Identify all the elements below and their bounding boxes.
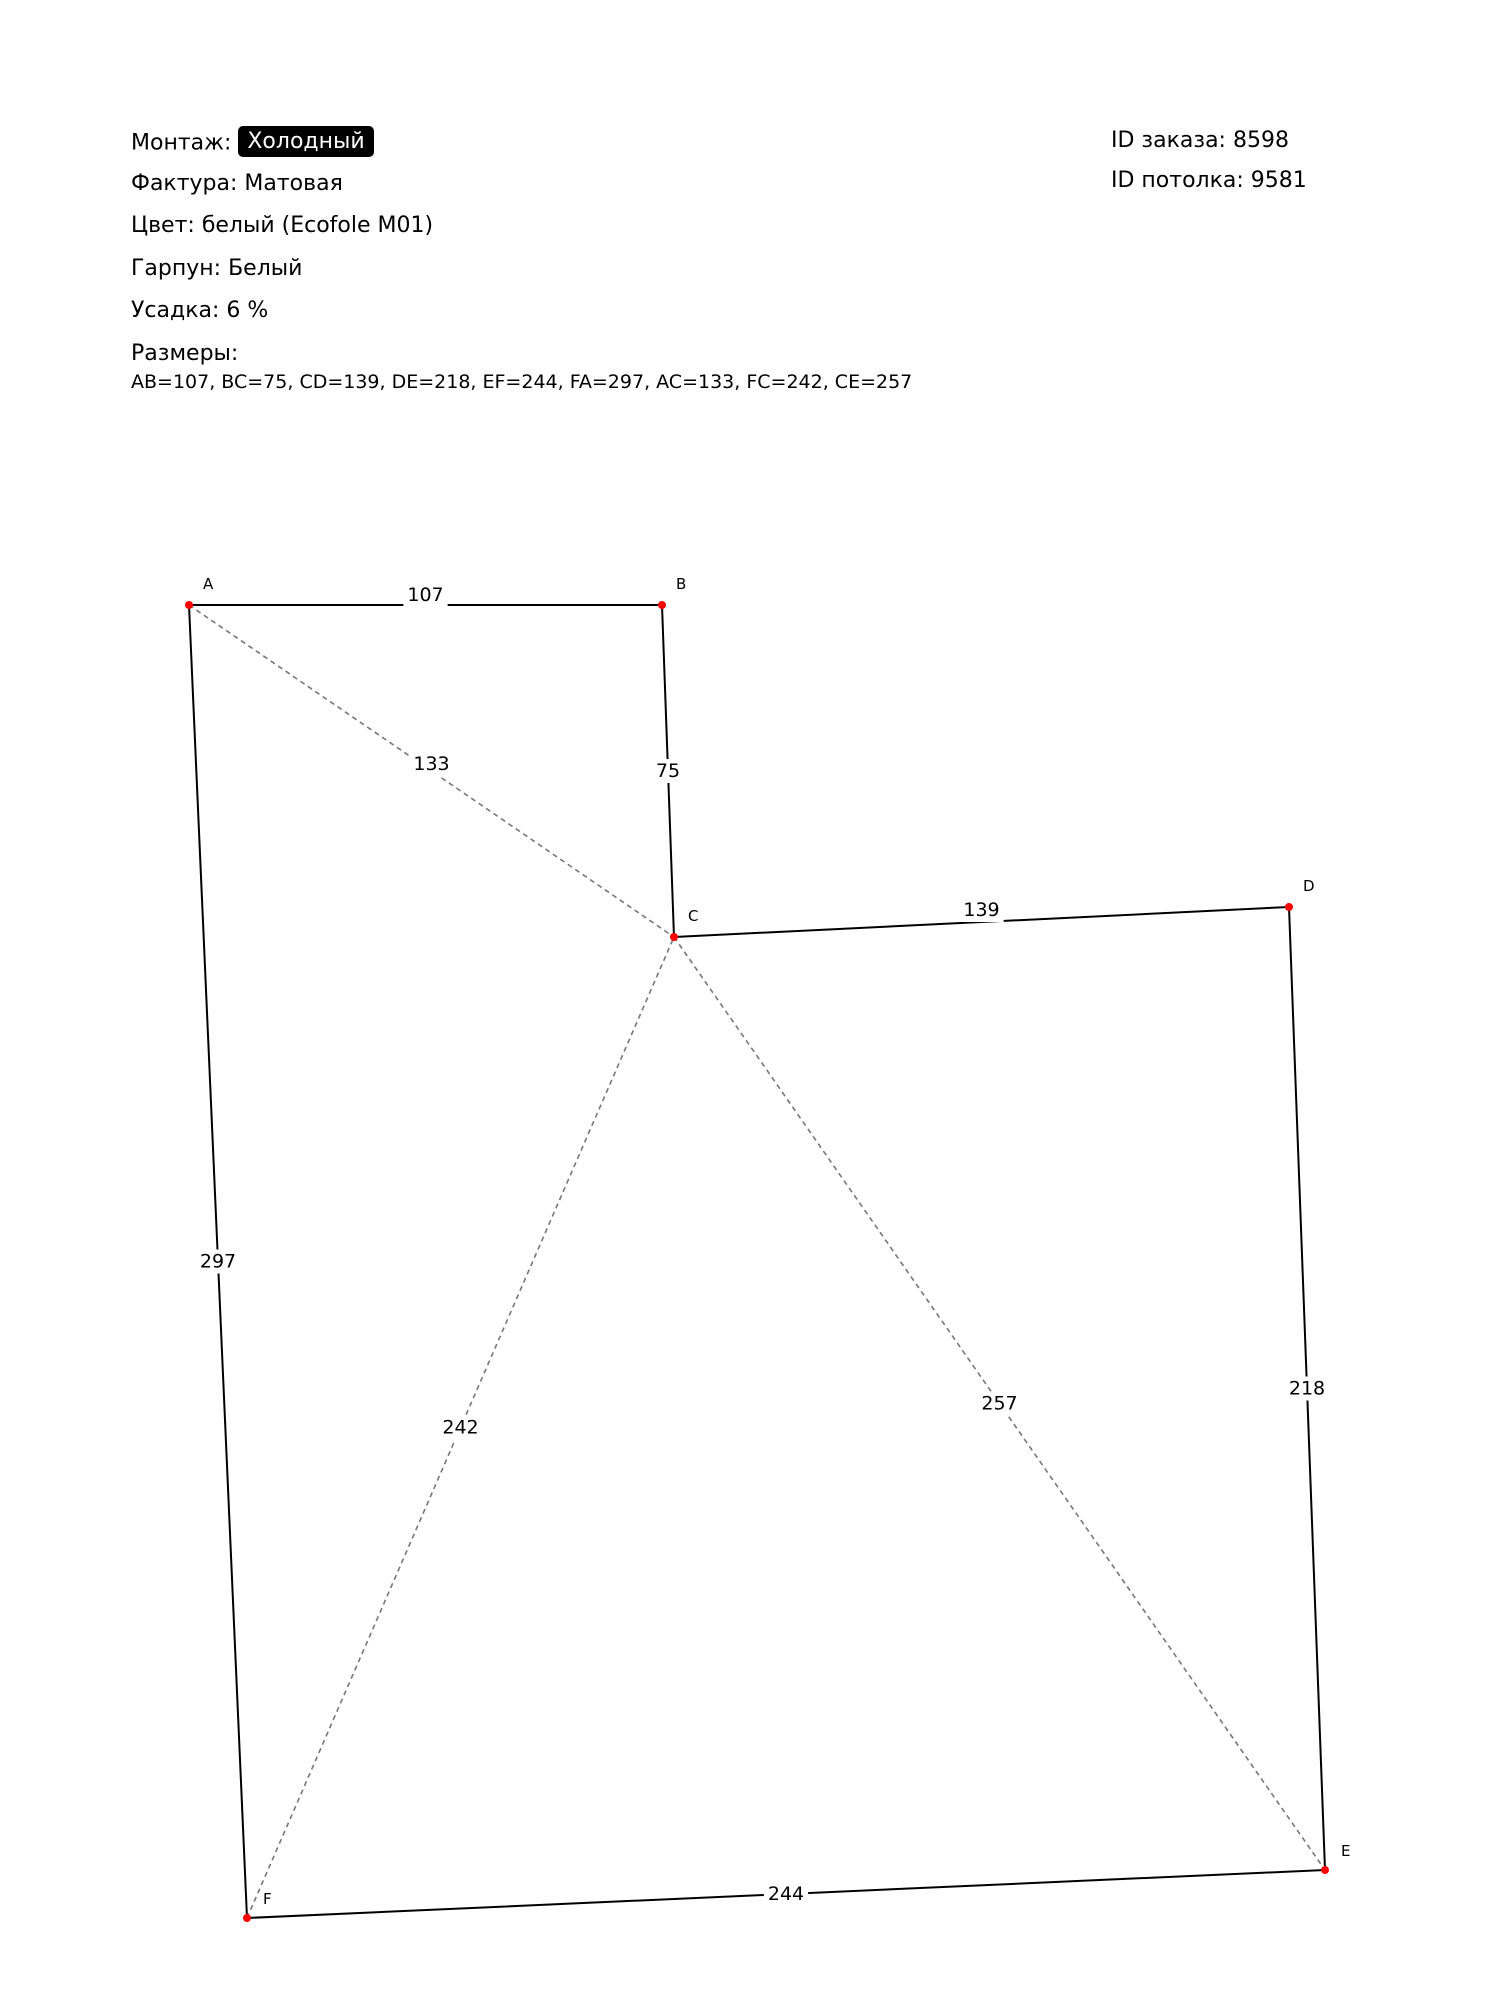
- vertex-label-a: A: [203, 575, 214, 593]
- vertices-layer: [185, 575, 1350, 1922]
- harpoon-value: Белый: [228, 255, 303, 281]
- edge-label-group-e-f: [764, 1882, 808, 1906]
- edge-label-group-c-e: [977, 1392, 1021, 1416]
- harpoon-label: Гарпун:: [131, 255, 222, 281]
- ceiling-id-value: 9581: [1250, 168, 1307, 193]
- edge-label-c-e: 257: [981, 1392, 1018, 1415]
- order-id-label: ID заказа:: [1111, 128, 1226, 153]
- edge-label-f-c: 242: [442, 1416, 479, 1439]
- sizes-value: AB=107, BC=75, CD=139, DE=218, EF=244, FA=297, AC=133, FC=242, CE=257: [131, 370, 913, 393]
- vertex-label-f: F: [263, 1890, 272, 1908]
- vertex-f: [243, 1914, 251, 1922]
- order-id-value: 8598: [1232, 128, 1289, 153]
- shrink-label: Усадка:: [131, 298, 220, 323]
- edge-label-group-f-c: [438, 1416, 482, 1440]
- edge-label-f-a: 297: [199, 1250, 237, 1273]
- shrink-value: 6 %: [226, 298, 269, 323]
- edge-label-b-c: 75: [655, 760, 681, 782]
- montage-label: Монтаж:: [131, 130, 232, 156]
- vertex-c: [670, 933, 678, 941]
- vertex-label-b: B: [676, 575, 687, 593]
- montage-badge: Холодный: [238, 126, 373, 157]
- vertex-label-d: D: [1303, 877, 1315, 895]
- texture-label: Фактура:: [131, 170, 238, 196]
- vertex-d: [1285, 903, 1293, 911]
- vertex-b: [658, 601, 666, 609]
- color-label: Цвет:: [131, 213, 195, 238]
- texture-value: Матовая: [244, 170, 343, 196]
- edge-label-c-d: 139: [963, 899, 1000, 921]
- vertex-a: [185, 601, 193, 609]
- vertex-e: [1321, 1866, 1329, 1874]
- edge-label-d-e: 218: [1288, 1377, 1326, 1400]
- edge-label-e-f: 244: [767, 1883, 805, 1905]
- edge-label-a-b: 107: [407, 584, 444, 606]
- edge-labels-layer: [196, 583, 1329, 1906]
- edges-layer: [189, 605, 1325, 1918]
- edge-label-group-d-e: [1285, 1377, 1329, 1401]
- edge-label-group-a-b: [403, 583, 447, 607]
- edge-label-group-b-c: [652, 759, 684, 783]
- color-value: белый (Ecofole M01): [201, 213, 434, 238]
- ceiling-id-label: ID потолка:: [1111, 168, 1244, 193]
- vertex-label-e: E: [1341, 1842, 1351, 1860]
- vertex-label-c: C: [688, 907, 699, 925]
- edge-label-group-f-a: [196, 1250, 240, 1274]
- sizes-label: Размеры:: [131, 340, 239, 366]
- edge-label-a-c: 133: [413, 753, 450, 775]
- edge-label-group-a-c: [409, 752, 453, 776]
- edge-label-group-c-d: [959, 898, 1003, 922]
